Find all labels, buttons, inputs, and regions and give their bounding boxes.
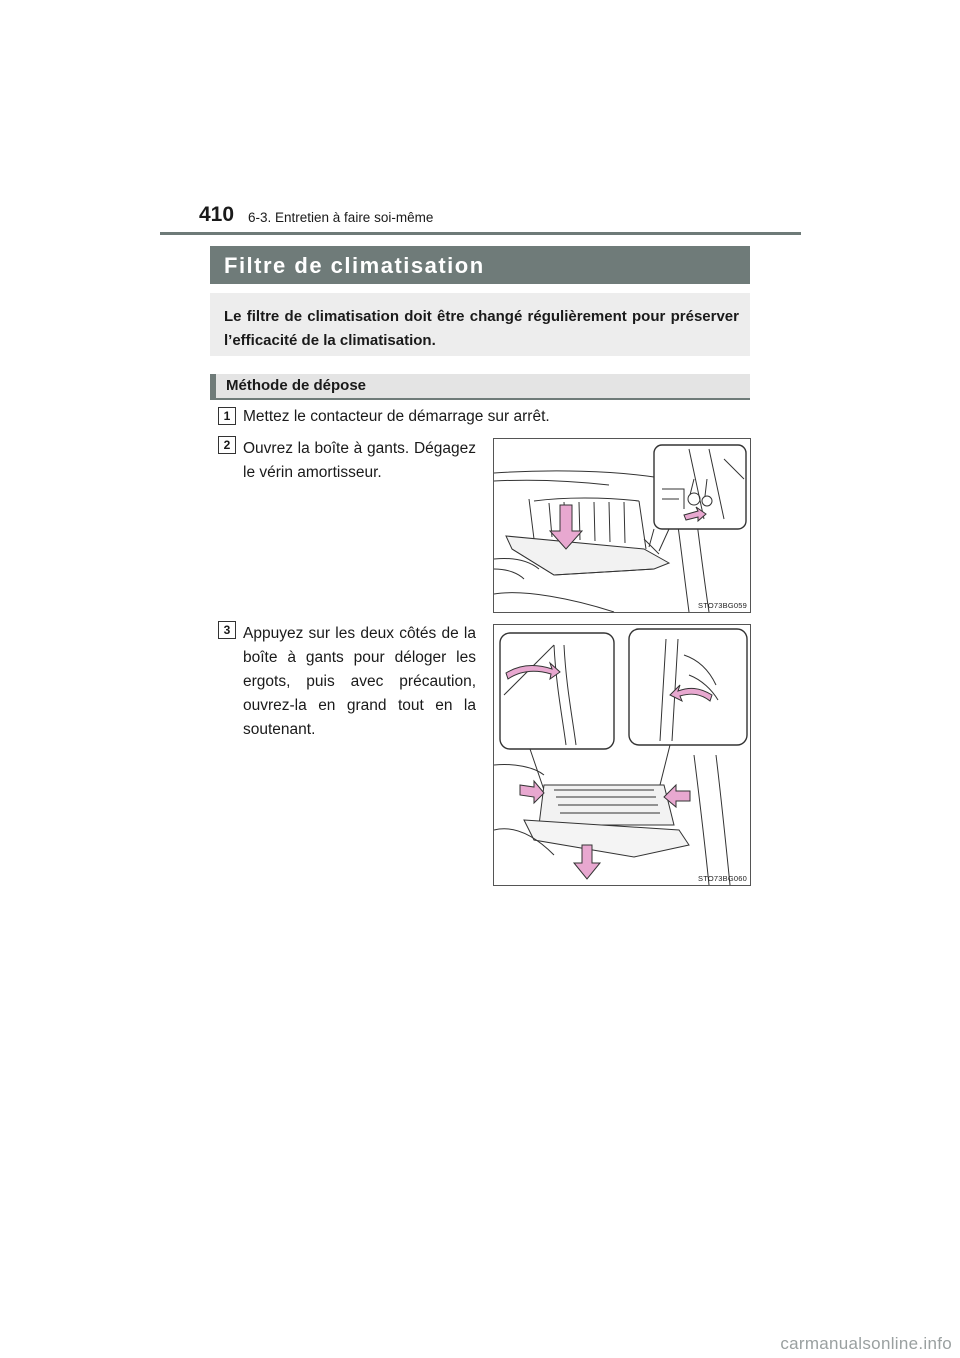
intro-box: Le filtre de climatisation doit être changé régulièrement pour préserver l’efficacité de la climatisation. (210, 293, 750, 356)
step-number-2: 2 (218, 436, 236, 454)
step-text-2: Ouvrez la boîte à gants. Dégagez le vérin amortisseur. (243, 440, 476, 481)
step-text-3: Appuyez sur les deux côtés de la boîte à gants pour déloger les ergots, puis avec précaution, ouvrez-la en grand tout en la soutenant. (243, 625, 476, 738)
glovebox-damper-illustration (494, 439, 750, 612)
section-reference: 6-3. Entretien à faire soi-même (248, 210, 434, 225)
subsection-heading: Méthode de dépose (210, 374, 750, 398)
figure-glovebox-open (493, 624, 751, 886)
figure-code-2: STO73BG060 (698, 874, 747, 883)
subsection-rule (210, 398, 750, 400)
header-rule (160, 232, 801, 235)
step-number-3: 3 (218, 621, 236, 639)
figure-glovebox-damper (493, 438, 751, 613)
watermark: carmanualsonline.info (780, 1334, 952, 1353)
page-number: 410 (199, 203, 235, 226)
figure-code-1: STO73BG059 (698, 601, 747, 610)
glovebox-open-illustration (494, 625, 750, 885)
step-text-1: Mettez le contacteur de démarrage sur arrêt. (243, 408, 550, 425)
page-title: Filtre de climatisation (210, 246, 750, 284)
step-number-1: 1 (218, 407, 236, 425)
